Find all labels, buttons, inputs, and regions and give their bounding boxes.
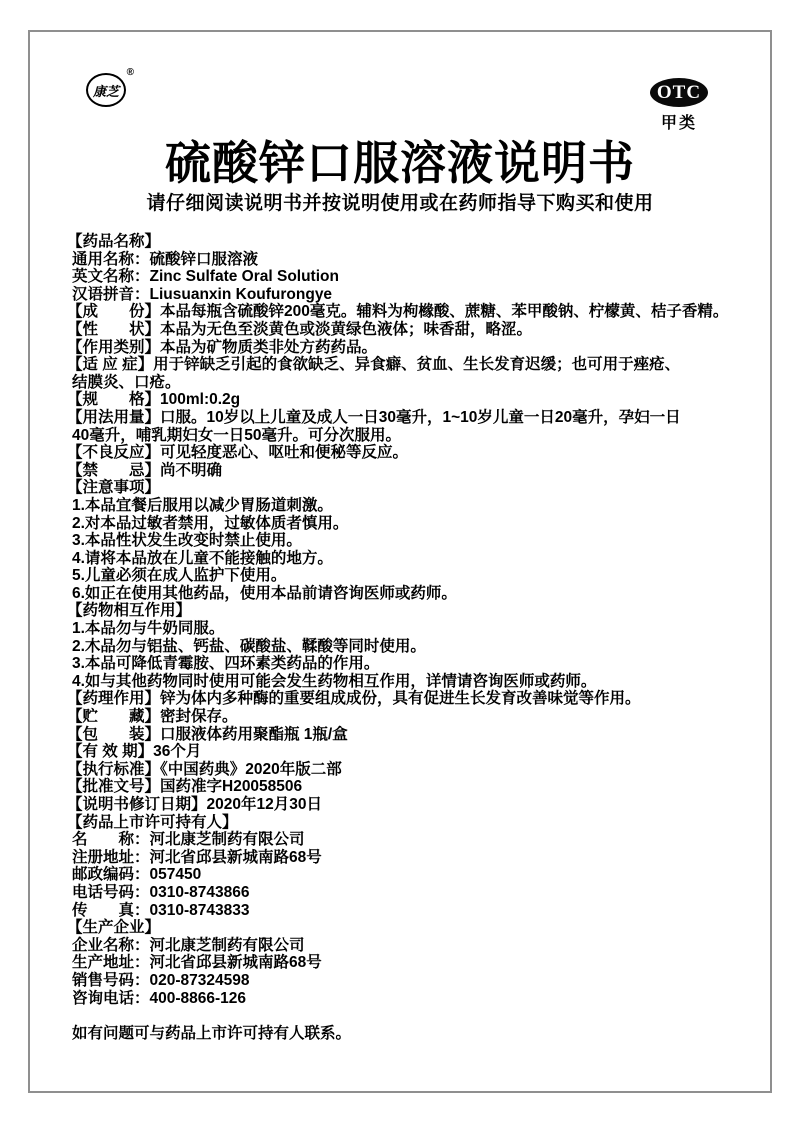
body-line: 【有 效 期】36个月 bbox=[67, 743, 202, 761]
brand-logo-text: 康芝 bbox=[92, 83, 119, 99]
body-line: 企业名称：河北康芝制药有限公司 bbox=[72, 936, 305, 954]
body-line: 电话号码：0310-8743866 bbox=[72, 883, 250, 901]
body-line: 【贮 藏】密封保存。 bbox=[67, 708, 238, 726]
page-border-frame bbox=[28, 30, 772, 1093]
body-line: 【作用类别】本品为矿物质类非处方药药品。 bbox=[67, 338, 378, 356]
body-line: 【批准文号】国药准字H20058506 bbox=[67, 778, 303, 796]
body-line: 【生产企业】 bbox=[67, 919, 161, 937]
body-line: 2.木品勿与铝盐、钙盐、碳酸盐、鞣酸等同时使用。 bbox=[72, 637, 426, 655]
body-line: 【用法用量】口服。10岁以上儿童及成人一日30毫升，1~10岁儿童一日20毫升，孕妇一日 bbox=[67, 408, 681, 426]
otc-class-label: 甲类 bbox=[660, 115, 697, 132]
otc-oval-icon bbox=[650, 78, 708, 107]
footer-note: 如有问题可与药品上市许可持有人联系。 bbox=[72, 1024, 352, 1042]
body-line: 6.如正在使用其他药品，使用本品前请咨询医师或药师。 bbox=[72, 584, 457, 602]
body-line: 【药品名称】 bbox=[67, 233, 161, 250]
body-line: 1.本品勿与牛奶同服。 bbox=[72, 620, 225, 638]
brand-logo-oval bbox=[86, 73, 126, 107]
body-line: 4.如与其他药物同时使用可能会发生药物相互作用，详情请咨询医师或药师。 bbox=[72, 672, 597, 690]
brand-logo bbox=[86, 67, 134, 109]
body-line: 5.儿童必须在成人监护下使用。 bbox=[72, 567, 287, 585]
body-line: 40毫升，哺乳期妇女一日50毫升。可分次服用。 bbox=[72, 426, 401, 444]
body-line: 邮政编码：057450 bbox=[72, 866, 202, 884]
body-line: 通用名称：硫酸锌口服溶液 bbox=[72, 250, 259, 268]
body-line: 【适 应 症】用于锌缺乏引起的食欲缺乏、异食癖、贫血、生长发育迟缓；也可用于痤疮、 bbox=[67, 356, 681, 374]
body-line: 【注意事项】 bbox=[67, 479, 161, 497]
body-line: 【禁 忌】尚不明确 bbox=[67, 461, 223, 479]
body-line: 【药物相互作用】 bbox=[67, 602, 192, 620]
body-line: 1.本品宜餐后服用以减少胃肠道刺激。 bbox=[72, 496, 333, 514]
body-line: 3.本品性状发生改变时禁止使用。 bbox=[72, 532, 302, 550]
body-line: 汉语拼音：Liusuanxin Koufurongye bbox=[72, 285, 333, 303]
otc-label: OTC bbox=[656, 82, 702, 103]
body-line: 生产地址：河北省邱县新城南路68号 bbox=[72, 954, 322, 972]
body-line: 【性 状】本品为无色至淡黄色或淡黄绿色液体；味香甜，略涩。 bbox=[67, 320, 533, 338]
body-line: 名 称：河北康芝制药有限公司 bbox=[72, 831, 305, 849]
body-line: 【药品上市许可持有人】 bbox=[67, 813, 238, 831]
body-line: 英文名称：Zinc Sulfate Oral Solution bbox=[72, 268, 339, 286]
body-line: 【说明书修订日期】2020年12月30日 bbox=[67, 796, 322, 813]
body-line: 销售号码：020-87324598 bbox=[72, 971, 250, 989]
otc-badge bbox=[648, 78, 710, 133]
body-line: 3.本品可降低青霉胺、四环素类药品的作用。 bbox=[72, 655, 380, 673]
body-line: 【药理作用】锌为体内多种酶的重要组成成份，具有促进生长发育改善味觉等作用。 bbox=[67, 690, 641, 708]
body-line: 【规 格】100ml:0.2g bbox=[67, 391, 241, 409]
body-line: 【成 份】本品每瓶含硫酸锌200毫克。辅料为枸橼酸、蔗糖、苯甲酸钠、柠檬黄、桔子香精。 bbox=[67, 303, 729, 321]
page-subtitle: 请仔细阅读说明书并按说明使用或在药师指导下购买和使用 bbox=[146, 193, 654, 214]
body-line: 4.请将本品放在儿童不能接触的地方。 bbox=[72, 549, 333, 567]
body-line: 传 真：0310-8743833 bbox=[72, 901, 250, 919]
leaflet-body bbox=[67, 233, 745, 1042]
leaflet-body-lines bbox=[67, 233, 745, 1007]
body-line: 【执行标准】《中国药典》2020年版二部 bbox=[67, 760, 342, 778]
page-title: 硫酸锌口服溶液说明书 bbox=[165, 137, 635, 189]
body-line: 咨询电话：400-8866-126 bbox=[72, 989, 247, 1007]
registered-trademark-icon: ® bbox=[126, 67, 134, 78]
body-line: 结膜炎、口疮。 bbox=[72, 373, 181, 391]
body-line: 【包 装】口服液体药用聚酯瓶 1瓶/盒 bbox=[67, 725, 348, 743]
body-line: 【不良反应】可见轻度恶心、呕吐和便秘等反应。 bbox=[67, 444, 409, 462]
body-line: 注册地址：河北省邱县新城南路68号 bbox=[72, 848, 322, 866]
body-line: 2.对本品过敏者禁用，过敏体质者慎用。 bbox=[72, 514, 349, 532]
